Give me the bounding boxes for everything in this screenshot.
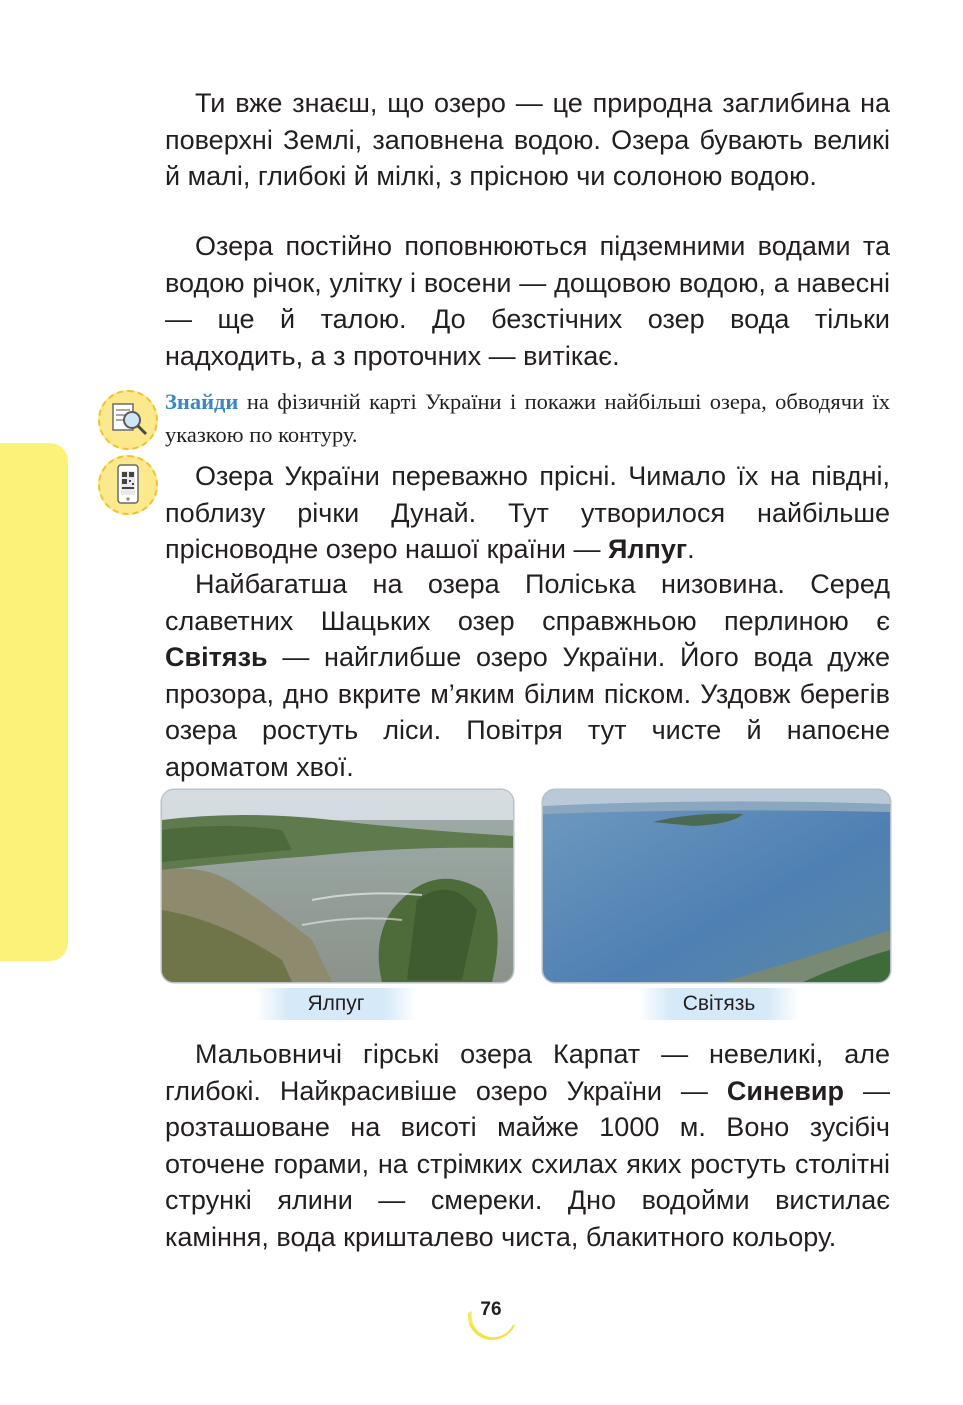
- task-text: на фізичній карті України і покажи найбільші озера, обводячи їх указкою по контуру.: [165, 389, 890, 447]
- paragraph-svityaz: [165, 566, 890, 785]
- bold-term-yalpug: Ялпуг: [608, 534, 688, 564]
- paragraph-text: .: [687, 534, 695, 564]
- photo-svityaz-lake: [543, 790, 890, 982]
- bold-term-synevyr: Синевир: [726, 1075, 845, 1106]
- chapter-side-tab: [0, 443, 68, 961]
- paragraph-synevyr: [165, 1036, 890, 1255]
- bold-term-svityaz: Світязь: [165, 642, 268, 672]
- paragraph-yalpug: [165, 458, 890, 568]
- paragraph-text: Найбагатша на озера Поліська низовина. Серед славетних Шацьких озер справжньою перлиною є: [165, 569, 890, 636]
- caption-yalpug: Ялпуг: [256, 988, 416, 1020]
- paragraph-lake-water-sources: Озера постійно поповнюються підземними водами та водою річок, улітку і восени — дощовою водою, а навесні — ще й талою. До безстічних озер вода тільки надходить, а з проточних — витікає.: [165, 231, 890, 371]
- photo-yalpug-lake: [162, 790, 513, 982]
- paragraph-text: — найглибше озеро України. Його вода дуже прозора, дно вкрите м’яким білим піском. Уздовж берегів озера ростуть ліси. Повітря тут чисте й напоєне ароматом хвої.: [165, 642, 890, 782]
- task-keyword: Знайди: [165, 389, 239, 414]
- paragraph-text: Озера України переважно прісні. Чимало їх на півдні, поблизу річки Дунай. Тут утворилося найбільше прісноводне озеро нашої країни —: [165, 461, 890, 564]
- phone-qr-icon: [98, 455, 158, 515]
- paragraph-text: Мальовничі гірські озера Карпат — невеликі, але глибокі. Найкрасивіше озеро України —: [165, 1039, 890, 1106]
- magnifier-document-icon: [98, 390, 158, 450]
- paragraph-text: — розташоване на висоті майже 1000 м. Воно зусібіч оточене горами, на стрімких схилах яких ростуть столітні стрункі ялини — смереки. Дно водойми вистилає каміння, вода кришталево чиста, блакитного кольору.: [165, 1075, 890, 1252]
- caption-svityaz: Світязь: [639, 988, 799, 1020]
- page-number: 76: [480, 1299, 502, 1320]
- paragraph-lake-definition: Ти вже знаєш, що озеро — це природна заглибина на поверхні Землі, заповнена водою. Озера бувають великі й малі, глибокі й мілкі, з прісною чи солоною водою.: [165, 88, 890, 191]
- task-find-lakes: [165, 385, 890, 451]
- page-number-badge: [460, 1283, 522, 1345]
